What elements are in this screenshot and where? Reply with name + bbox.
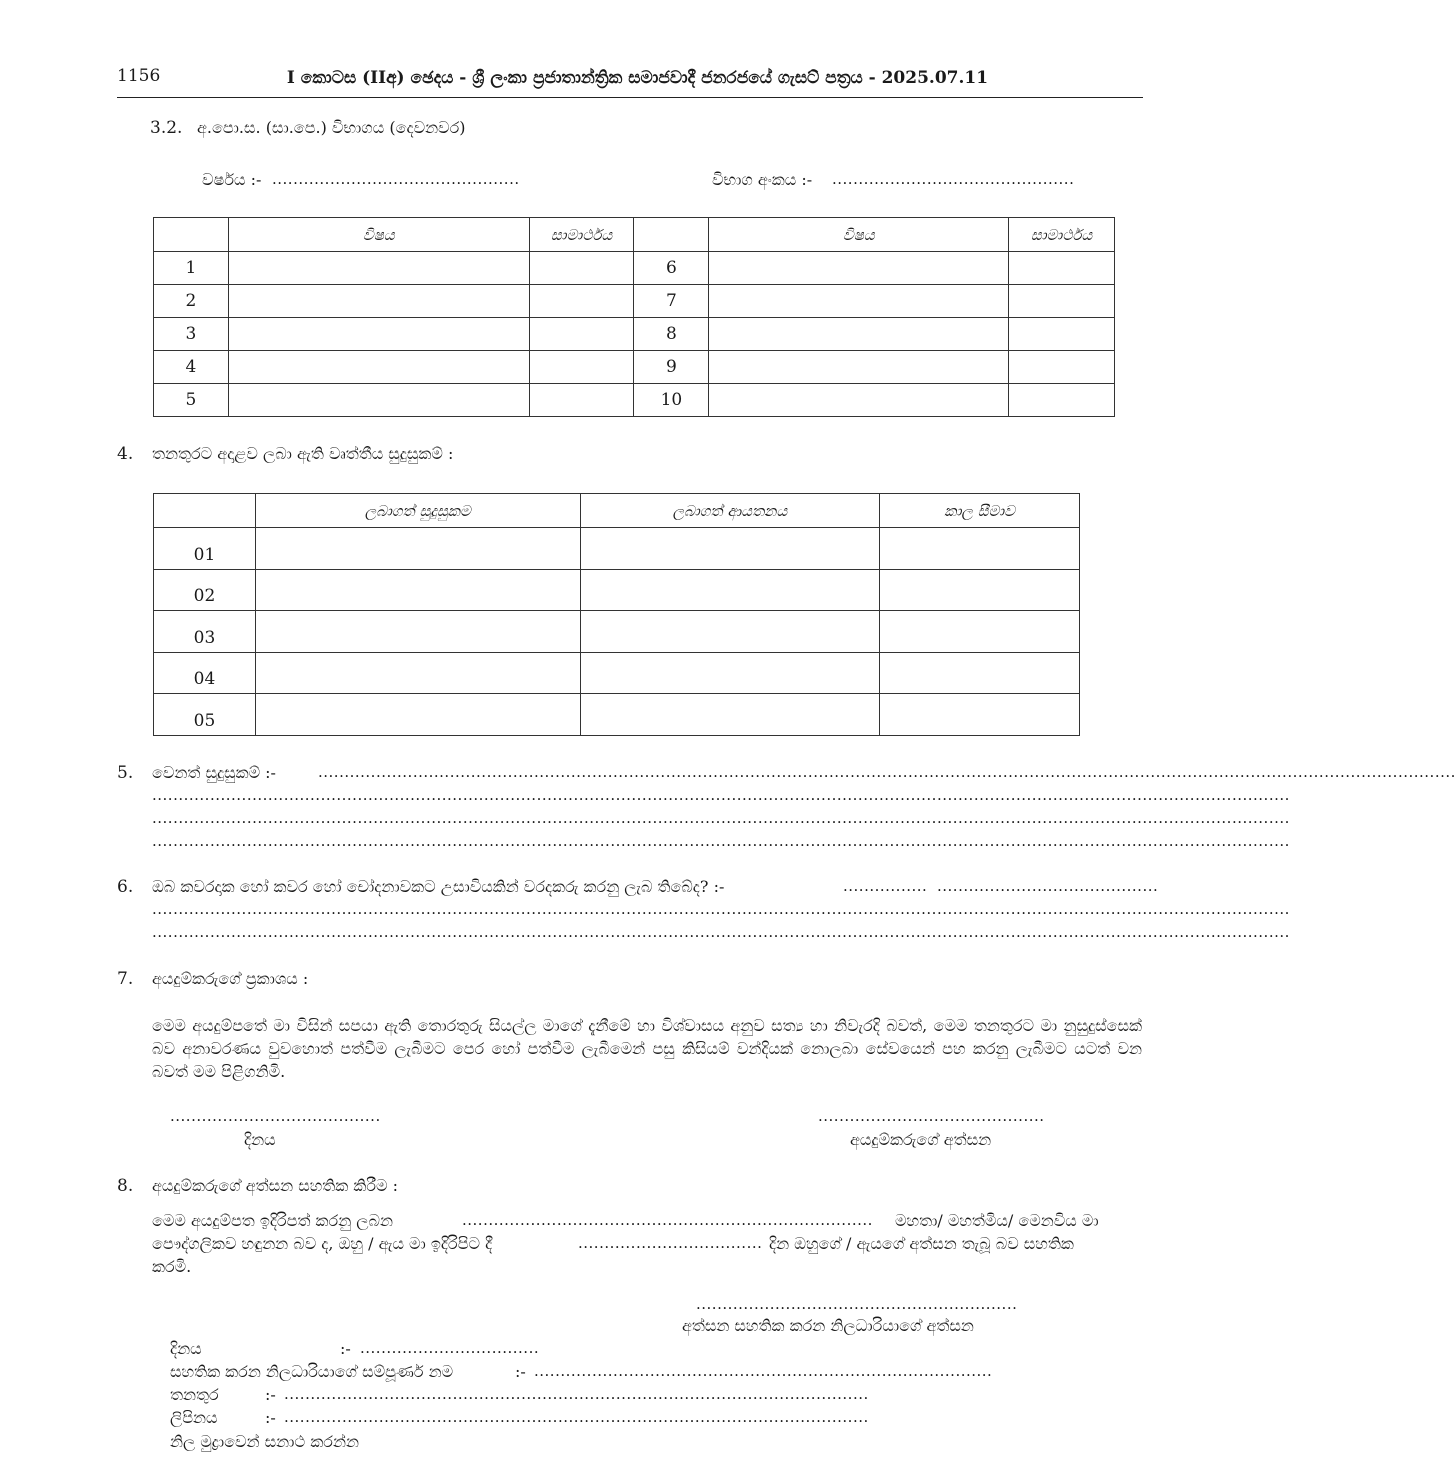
table-row bbox=[154, 653, 1080, 694]
subject-cell[interactable] bbox=[228, 285, 529, 318]
section-7-number: 7. bbox=[117, 969, 134, 989]
conviction-answer-line[interactable]: ........................................................................................................................................................................................................................ bbox=[152, 900, 1290, 918]
officer-designation-field[interactable]: ............................................................................................................... bbox=[284, 1385, 869, 1403]
subject-cell[interactable] bbox=[709, 285, 1009, 318]
table-header-row bbox=[154, 494, 1080, 528]
period-cell[interactable] bbox=[880, 611, 1080, 653]
grade-cell[interactable] bbox=[1009, 318, 1115, 351]
other-qualifications-line[interactable]: ........................................................................................................................................................................................................................ bbox=[318, 763, 1456, 781]
applicant-name-field[interactable]: .............................................................................. bbox=[462, 1211, 873, 1229]
period-cell[interactable] bbox=[880, 528, 1080, 570]
other-qualifications-line[interactable]: ........................................................................................................................................................................................................................ bbox=[152, 809, 1290, 827]
officer-date-sep: :- bbox=[340, 1339, 351, 1358]
header-empty-cell bbox=[154, 218, 229, 252]
header-qualification: ලබාගත් සුදුසුකම bbox=[255, 494, 580, 528]
row-number: 6 bbox=[634, 252, 709, 285]
header-subject: විෂය bbox=[228, 218, 529, 252]
table-row bbox=[154, 528, 1080, 570]
table-row bbox=[154, 318, 1115, 351]
officer-address-sep: :- bbox=[265, 1408, 276, 1427]
table-row bbox=[154, 694, 1080, 736]
grade-cell[interactable] bbox=[1009, 384, 1115, 417]
grade-cell[interactable] bbox=[1009, 252, 1115, 285]
officer-signature-field[interactable]: ............................................................. bbox=[696, 1295, 1018, 1313]
subject-cell[interactable] bbox=[709, 351, 1009, 384]
institute-cell[interactable] bbox=[580, 528, 880, 570]
applicant-declaration-text: මෙම අයදුම්පතේ මා විසින් සපයා ඇති තොරතුරු සියල්ල මාගේ දැනීමේ හා විශ්වාසය අනුව සත්‍ය හා නිවැරදි බවත්, මෙම තනතුරට මා නුසුදුස්සෙක් බව අනාවරණය වුවහොත් පත්වීම ලැබීමට පෙර හෝ පත්වීම ලැබීමෙන් පසු කිසියම් වන්දියක් නොලබා සේවයෙන් පහ කරනු ලැබීමට යටත් වන බවත් මම පිළිගනිමි. bbox=[152, 1016, 1142, 1081]
other-qualifications-line[interactable]: ........................................................................................................................................................................................................................ bbox=[152, 832, 1290, 850]
officer-designation-label: තනතුර bbox=[170, 1385, 219, 1404]
grade-cell[interactable] bbox=[1009, 285, 1115, 318]
table-row bbox=[154, 611, 1080, 653]
qualification-cell[interactable] bbox=[255, 653, 580, 694]
qualification-cell[interactable] bbox=[255, 528, 580, 570]
row-number: 4 bbox=[154, 351, 229, 384]
institute-cell[interactable] bbox=[580, 653, 880, 694]
institute-cell[interactable] bbox=[580, 694, 880, 736]
year-field[interactable]: ............................................... bbox=[272, 170, 520, 188]
period-cell[interactable] bbox=[880, 653, 1080, 694]
officer-full-name-sep: :- bbox=[515, 1362, 526, 1381]
row-number: 5 bbox=[154, 384, 229, 417]
table-row bbox=[154, 285, 1115, 318]
grade-cell[interactable] bbox=[529, 351, 634, 384]
subject-cell[interactable] bbox=[709, 252, 1009, 285]
applicant-signature-label: අයදුම්කරුගේ අත්සන bbox=[850, 1130, 992, 1149]
ol-results-table bbox=[153, 217, 1115, 417]
grade-cell[interactable] bbox=[529, 252, 634, 285]
institute-cell[interactable] bbox=[580, 611, 880, 653]
row-number: 8 bbox=[634, 318, 709, 351]
section-8-title: අයදුම්කරුගේ අත්සන සහතික කිරීම : bbox=[152, 1176, 398, 1195]
conviction-answer-field[interactable]: ................ bbox=[843, 877, 928, 895]
section-4-number: 4. bbox=[117, 444, 134, 464]
grade-cell[interactable] bbox=[529, 285, 634, 318]
other-qualifications-line[interactable]: ........................................................................................................................................................................................................................ bbox=[152, 786, 1290, 804]
header-subject: විෂය bbox=[709, 218, 1009, 252]
subject-cell[interactable] bbox=[228, 318, 529, 351]
row-number: 01 bbox=[154, 528, 256, 570]
header-period: කාල සීමාව bbox=[880, 494, 1080, 528]
officer-address-label: ලිපිනය bbox=[170, 1408, 218, 1427]
table-row bbox=[154, 351, 1115, 384]
row-number: 2 bbox=[154, 285, 229, 318]
table-row bbox=[154, 570, 1080, 611]
section-8-number: 8. bbox=[117, 1176, 134, 1196]
official-seal-note: නිල මුද්‍රාවෙන් සනාථ කරන්න bbox=[170, 1432, 359, 1451]
table-row bbox=[154, 384, 1115, 417]
certification-line-3-text: කරමි. bbox=[152, 1257, 192, 1276]
table-header-row bbox=[154, 218, 1115, 252]
table-row bbox=[154, 252, 1115, 285]
conviction-answer-line[interactable]: ........................................................................................................................................................................................................................ bbox=[152, 923, 1290, 941]
row-number: 9 bbox=[634, 351, 709, 384]
professional-qualifications-table bbox=[153, 493, 1080, 736]
certification-line-2-suffix: දින ඔහුගේ / ඇයගේ අත්සන තැබූ බව සහතික bbox=[769, 1234, 1074, 1253]
row-number: 04 bbox=[154, 653, 256, 694]
page-number: 1156 bbox=[117, 66, 161, 86]
header-empty-cell bbox=[154, 494, 256, 528]
row-number: 1 bbox=[154, 252, 229, 285]
subject-cell[interactable] bbox=[228, 351, 529, 384]
index-number-label: විභාග අංකය :- bbox=[712, 170, 813, 189]
subject-cell[interactable] bbox=[228, 384, 529, 417]
row-number: 05 bbox=[154, 694, 256, 736]
officer-date-label: දිනය bbox=[170, 1339, 202, 1358]
period-cell[interactable] bbox=[880, 694, 1080, 736]
row-number: 7 bbox=[634, 285, 709, 318]
period-cell[interactable] bbox=[880, 570, 1080, 611]
section-6-number: 6. bbox=[117, 877, 134, 897]
row-number: 03 bbox=[154, 611, 256, 653]
qualification-cell[interactable] bbox=[255, 611, 580, 653]
row-number: 3 bbox=[154, 318, 229, 351]
certification-line-1-text: මෙම අයදුම්පත ඉදිරිපත් කරනු ලබන bbox=[152, 1211, 393, 1230]
qualification-cell[interactable] bbox=[255, 694, 580, 736]
declaration-date-label: දිනය bbox=[244, 1130, 276, 1149]
section-4-title: තනතුරට අදාළව ලබා ඇති වෘත්තීය සුදුසුකම් : bbox=[152, 444, 454, 463]
officer-signature-label: අත්සන සහතික කරන නිලධාරියාගේ අත්සන bbox=[682, 1316, 974, 1335]
section-5-number: 5. bbox=[117, 763, 134, 783]
other-qualifications-label: වෙනත් සුදුසුකම් :- bbox=[152, 763, 276, 782]
section-3-2-number: 3.2. bbox=[150, 118, 183, 138]
officer-date-field[interactable]: .................................. bbox=[360, 1339, 540, 1357]
grade-cell[interactable] bbox=[1009, 351, 1115, 384]
year-label: වර්ෂය :- bbox=[202, 170, 262, 189]
declaration-date-field[interactable]: ........................................ bbox=[170, 1107, 381, 1125]
header-grade: සාමාර්ථය bbox=[1009, 218, 1115, 252]
officer-address-field[interactable]: ............................................................................................................... bbox=[284, 1408, 869, 1426]
certification-line-1-suffix: මහතා/ මහත්මිය/ මෙනවිය මා bbox=[895, 1211, 1099, 1230]
conviction-question: ඔබ කවරදාක හෝ කවර හෝ චෝදනාවකට උසාවියකින් වරදකරු කරනු ලැබ තිබේද? :- bbox=[152, 877, 725, 896]
subject-cell[interactable] bbox=[709, 318, 1009, 351]
conviction-answer-field[interactable]: .......................................... bbox=[937, 877, 1159, 895]
officer-full-name-label: සහතික කරන නිලධාරියාගේ සම්පූර්ණ නම bbox=[170, 1362, 454, 1381]
grade-cell[interactable] bbox=[529, 384, 634, 417]
subject-cell[interactable] bbox=[709, 384, 1009, 417]
row-number: 02 bbox=[154, 570, 256, 611]
subject-cell[interactable] bbox=[228, 252, 529, 285]
institute-cell[interactable] bbox=[580, 570, 880, 611]
index-number-field[interactable]: .............................................. bbox=[832, 170, 1075, 188]
section-7-title: අයදුම්කරුගේ ප්‍රකාශය : bbox=[152, 969, 309, 988]
grade-cell[interactable] bbox=[529, 318, 634, 351]
header-grade: සාමාර්ථය bbox=[529, 218, 634, 252]
signing-date-field[interactable]: ................................... bbox=[578, 1234, 763, 1252]
header-institute: ලබාගත් ආයතනය bbox=[580, 494, 880, 528]
applicant-signature-field[interactable]: ........................................... bbox=[818, 1107, 1045, 1125]
qualification-cell[interactable] bbox=[255, 570, 580, 611]
header-empty-cell bbox=[634, 218, 709, 252]
row-number: 10 bbox=[634, 384, 709, 417]
certification-line-2-text: පෞද්ගලිකව හඳුනන බව ද, ඔහු / ඇය මා ඉදිරිපිට දී bbox=[152, 1234, 493, 1253]
header-divider bbox=[117, 97, 1143, 98]
officer-designation-sep: :- bbox=[265, 1385, 276, 1404]
gazette-header-title: I කොටස (IIඅ) ඡෙදය - ශ්‍රී ලංකා ප්‍රජාතාන්ත්‍රික සමාජවාදී ජනරජයේ ගැසට් පත්‍රය - 2025.07.11 bbox=[286, 68, 989, 88]
section-3-2-title: අ.පො.ස. (සා.පෙ.) විභාගය (දෙවනවර) bbox=[197, 118, 466, 137]
officer-full-name-field[interactable]: ....................................................................................... bbox=[534, 1362, 993, 1380]
